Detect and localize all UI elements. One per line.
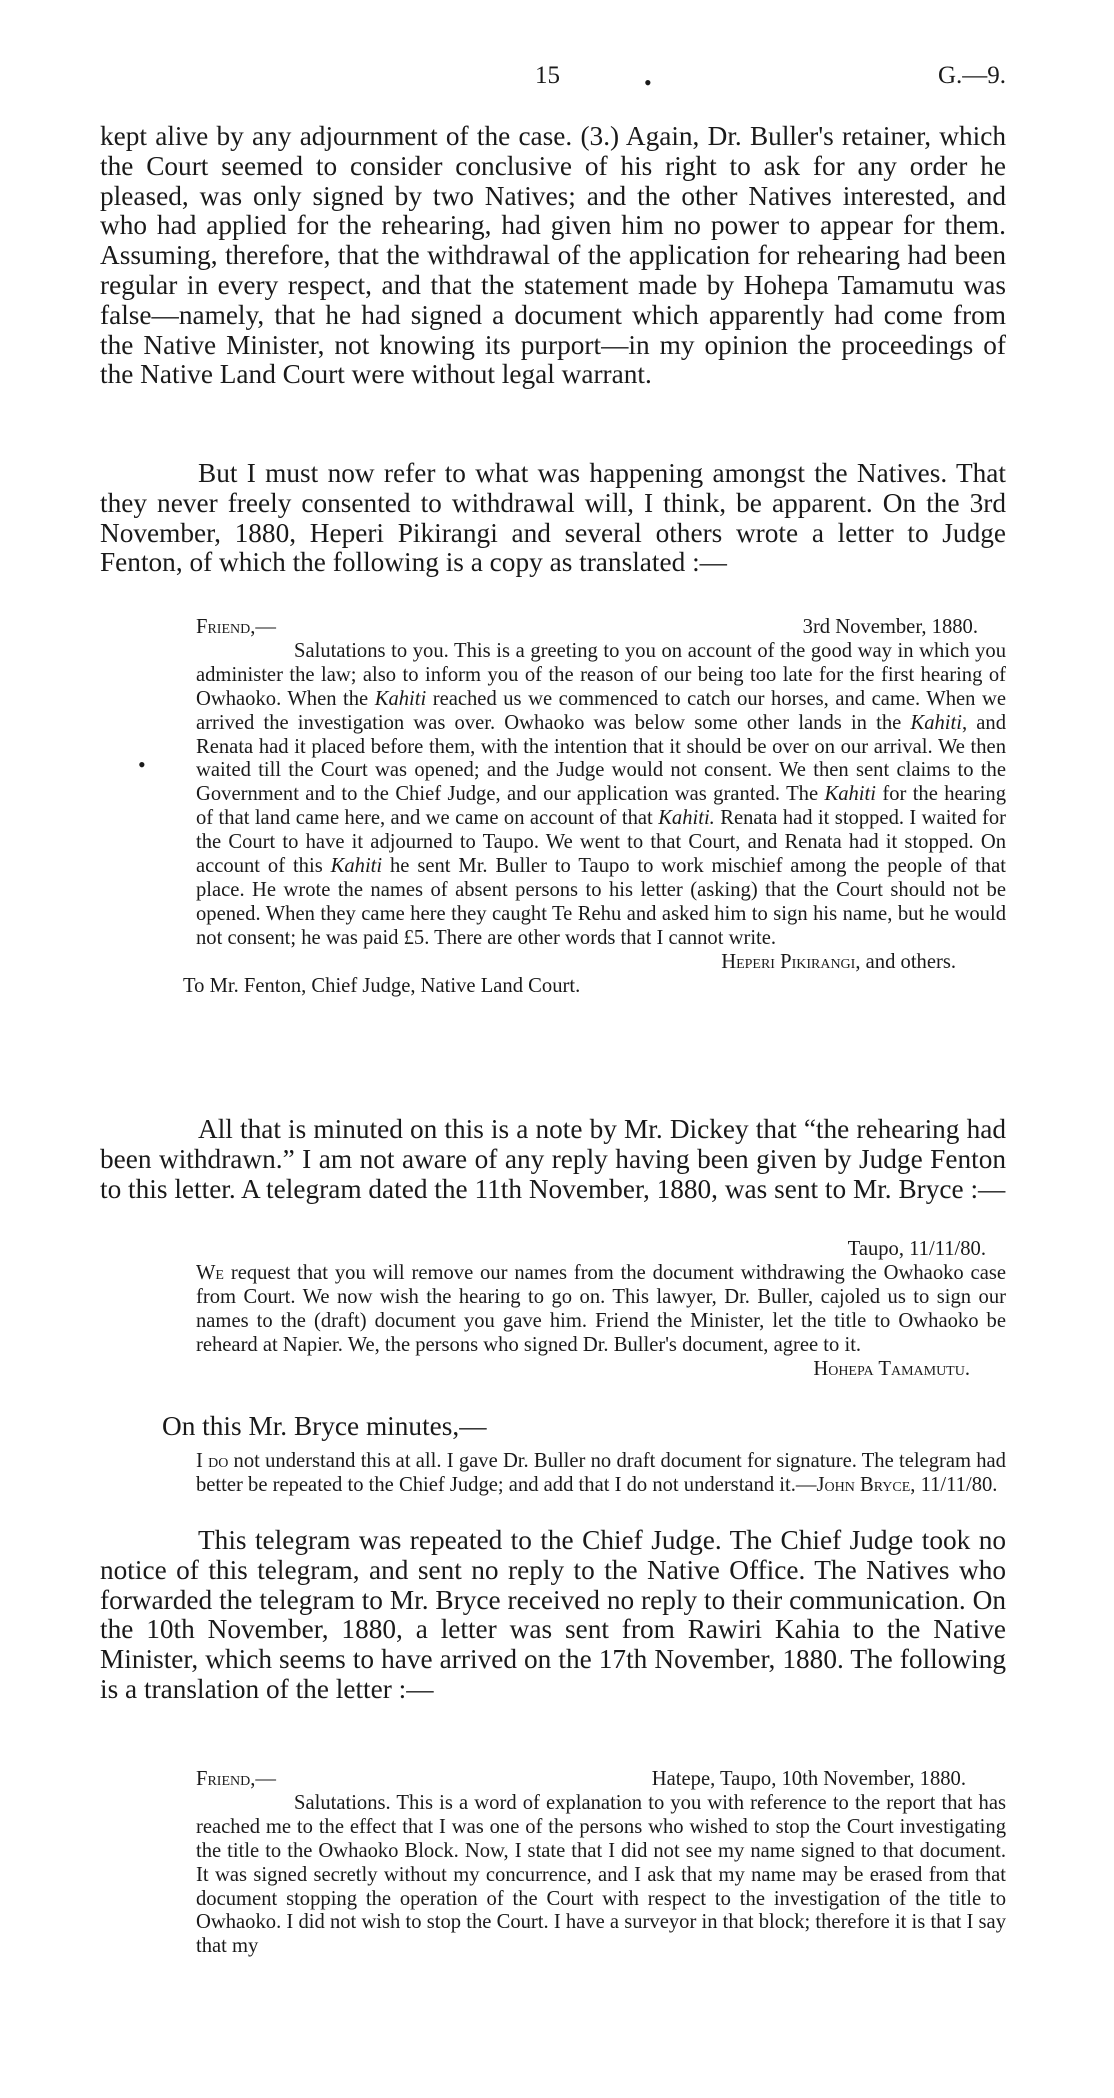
letter-salutation: Friend,— bbox=[196, 616, 276, 638]
paragraph-1: kept alive by any adjournment of the case. (3.) Again, Dr. Buller's retainer, which the Court seemed to consider conclusive of his right to ask for any order he pleased, was only signed by two Natives; and the other Natives interested, and who had applied for the rehearing, had given him no power to appear for them. Assuming, therefore, that the withdrawal of the application for rehearing had been regular in every respect, and that the statement made by Hohepa Tamamutu was false—namely, that he had signed a document which apparently had come from the Native Minister, not knowing its purport—in my opinion the proceedings of the Native Land Court were without legal warrant. bbox=[100, 121, 1006, 390]
letter2-body: Salutations. This is a word of explanation to you with reference to the report that has reached me to the effect that I was one of the persons who wished to stop the Court investigating the title to the Owhaoko Block. Now, I state that I did not see my name signed to that document. It was signed secretly without my concurrence, and I ask that my name may be erased from that document stopping the operation of the Court with respect to the investigation of the title to Owhaoko. I did not wish to stop the Court. I have a surveyor in that block; therefore it is that I say that my bbox=[196, 1791, 1006, 1958]
telegram bbox=[196, 1238, 1006, 1381]
letter-date: 3rd November, 1880. bbox=[802, 616, 978, 638]
paragraph-3: All that is minuted on this is a note by Mr. Dickey that “the rehearing had been withdrawn.” I am not aware of any reply having been given by Judge Fenton to this letter. A telegram dated the 11th November, 1880, was sent to Mr. Bryce :— bbox=[100, 1114, 1006, 1204]
letter-addressee: To Mr. Fenton, Chief Judge, Native Land Court. bbox=[183, 974, 581, 997]
letter2-salutation: Friend,— bbox=[196, 1768, 276, 1790]
letter2-place-date: Hatepe, Taupo, 10th November, 1880. bbox=[651, 1768, 966, 1790]
letter-signature: Heperi Pikirangi, and others. bbox=[721, 950, 956, 973]
letter-heading bbox=[196, 616, 1006, 640]
stray-dot: • bbox=[644, 70, 652, 95]
paragraph-5: This telegram was repeated to the Chief Judge. The Chief Judge took no notice of this telegram, and sent no reply to the Native Office. The Natives who forwarded the telegram to Mr. Bryce received no reply to their communication. On the 10th November, 1880, a letter was sent from Rawiri Kahia to the Native Minister, which seems to have arrived on the 17th November, 1880. The following is a translation of the letter :— bbox=[100, 1525, 1006, 1704]
letter2-heading bbox=[196, 1768, 1006, 1792]
stray-dot: • bbox=[138, 752, 146, 777]
telegram-signature: Hohepa Tamamutu. bbox=[813, 1357, 970, 1380]
letter-body: Salutations to you. This is a greeting to you on account of the good way in which you administer the law; also to inform you of the reason of our being too late for the first hearing of Owhaoko. When the Kahiti reached us we commenced to catch our horses, and came. When we arrived the investigation was over. Owhaoko was below some other lands in the Kahiti, and Renata had it placed before them, with the intention that it should be over on our arrival. We then waited till the Court was opened; and the Judge would not consent. We then sent claims to the Government and to the Chief Judge, and our application was granted. The Kahiti for the hearing of that land came here, and we came on account of that Kahiti. Renata had it stopped. I waited for the Court to have it adjourned to Taupo. We went to that Court, and Renata had it stopped. On account of this Kahiti he sent Mr. Buller to Taupo to work mischief among the people of that place. He wrote the names of absent persons to his letter (asking) that the Court should not be opened. When they came here they caught Te Rehu and asked him to sign his name, but he would not consent; he was paid £5. There are other words that I cannot write. bbox=[196, 639, 1006, 949]
paragraph-2: But I must now refer to what was happening amongst the Natives. That they never freely consented to withdrawal will, I think, be apparent. On the 3rd November, 1880, Heperi Pikirangi and several others wrote a letter to Judge Fenton, of which the following is a copy as translated :— bbox=[100, 458, 1006, 578]
letter-heperi bbox=[183, 616, 1006, 999]
minute-body: I do not understand this at all. I gave Dr. Buller no draft document for signature. The telegram had better be repeated to the Chief Judge; and add that I do not understand it.—John Bryce, 11/11/80. bbox=[196, 1450, 1006, 1496]
telegram-place-date: Taupo, 11/11/80. bbox=[847, 1238, 986, 1260]
telegram-body: We request that you will remove our names from the document withdrawing the Owhaoko case from Court. We now wish the hearing to go on. This lawyer, Dr. Buller, cajoled us to sign our names to the (draft) document you gave him. Friend the Minister, let the title to Owhaoko be reheard at Napier. We, the persons who signed Dr. Buller's document, agree to it. bbox=[196, 1261, 1006, 1356]
letter-rawiri bbox=[196, 1768, 1006, 1959]
document-reference: G.—9. bbox=[937, 62, 1006, 89]
paragraph-4: On this Mr. Bryce minutes,— bbox=[162, 1411, 487, 1441]
page-number: 15 bbox=[535, 62, 560, 89]
bryce-minute bbox=[196, 1450, 1006, 1498]
